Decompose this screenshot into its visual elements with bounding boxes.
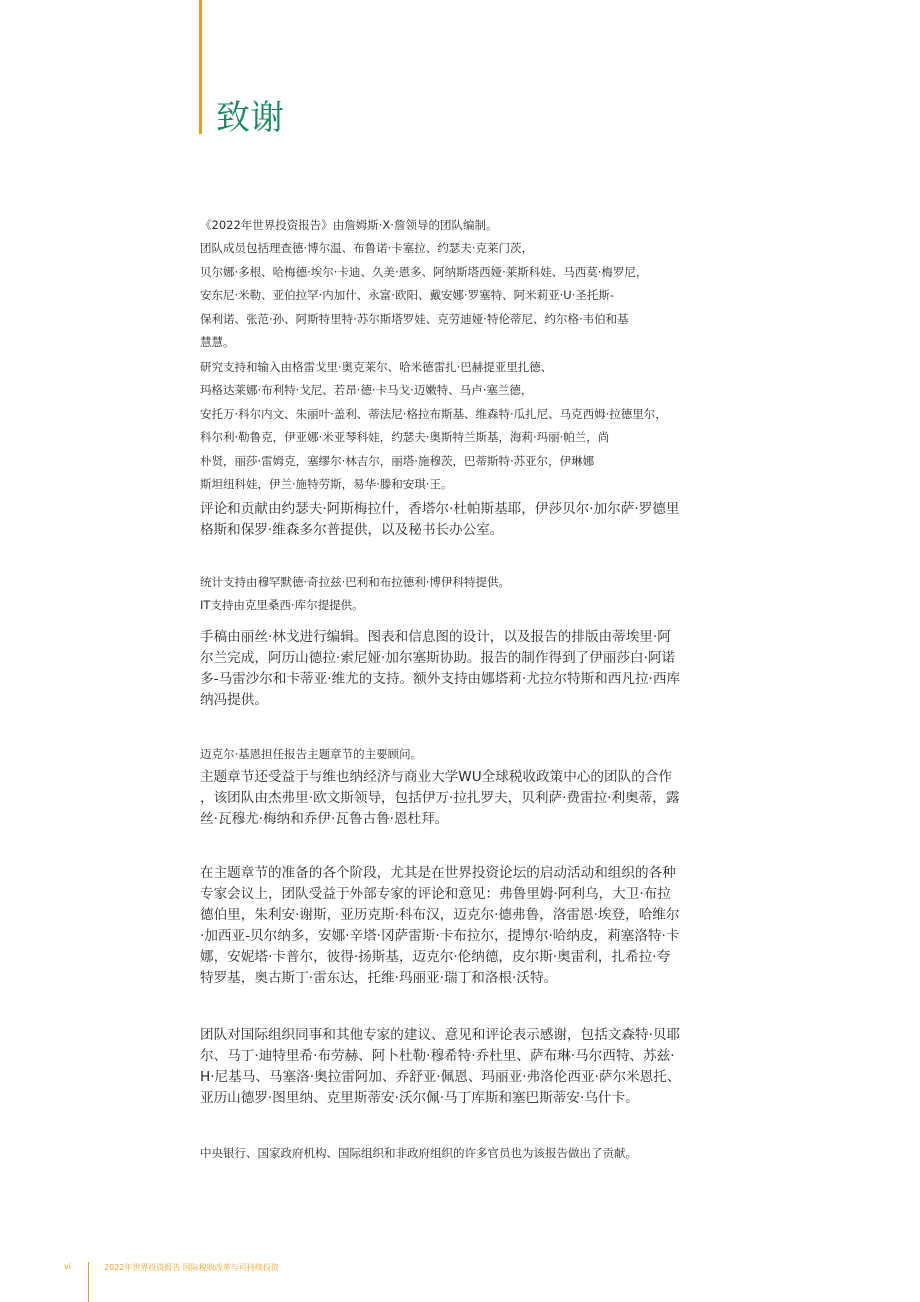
text-line: 统计支持由穆罕默德·奇拉兹·巴利和布拉德利·博伊科特提供。: [200, 575, 510, 589]
text-line: 中央银行、国家政府机构、国际组织和非政府组织的许多官员也为该报告做出了贡献。: [200, 1146, 637, 1160]
text-line: 尔兰完成，阿历山德拉·索尼娅·加尔塞斯协助。报告的制作得到了伊丽莎白·阿诺: [200, 650, 676, 666]
text-line: H·尼基马、马塞洛·奥拉雷阿加、乔舒亚·佩恩、玛丽亚·弗洛伦西亚·萨尔米恩托、: [200, 1069, 681, 1085]
top-accent-rule: [199, 0, 202, 134]
paragraph-editing-design: [200, 627, 720, 711]
text-line: 慧慧。: [200, 335, 235, 350]
text-line: 娜，安妮塔·卡普尔，彼得·扬斯基，迈克尔·伦纳德，皮尔斯·奥雷利，扎希拉·夸: [200, 949, 671, 965]
text-line: 特罗基，奥古斯丁·雷东达，托维·玛丽亚·瑞丁和洛根·沃特。: [200, 970, 558, 986]
text-line: 格斯和保罗·维森多尔普提供，以及秘书长办公室。: [200, 522, 504, 538]
text-line: 玛格达莱娜·布利特·戈尼、若昂·德·卡马戈·迈嫩特、马卢·塞兰德，: [200, 383, 533, 398]
page-title: 致谢: [216, 98, 284, 138]
paragraph-international-colleagues: [200, 1025, 720, 1109]
paragraph-comments: [200, 499, 720, 541]
text-line: 贝尔娜·多根、哈梅德·埃尔·卡迪、久美·恩多、阿纳斯塔西娅·莱斯科娃、马西莫·梅罗尼，: [200, 264, 648, 279]
text-line: 专家会议上，团队受益于外部专家的评论和意见：弗鲁里姆·阿利乌，大卫·布拉: [200, 886, 671, 902]
paragraph-adviser: [200, 743, 720, 766]
text-line: 德伯里，朱利安·谢斯，亚历克斯·科布汉，迈克尔·德弗鲁，洛雷恩·埃登，哈维尔: [200, 907, 680, 923]
text-line: 《2022年世界投资报告》由詹姆斯·X·詹领导的团队编制。: [200, 218, 498, 232]
text-line: 安东尼·米勒、亚伯拉罕·内加什、永富·欧阳、戴安娜·罗塞特、阿米莉亚·U·圣托斯-: [200, 288, 614, 303]
text-line: 主题章节还受益于与维也纳经济与商业大学WU全球税收政策中心的团队的合作: [200, 769, 672, 785]
text-line: 团队对国际组织同事和其他专家的建议、意见和评论表示感谢，包括文森特·贝耶: [200, 1027, 681, 1043]
text-line: IT支持由克里桑西·库尔提提供。: [200, 598, 364, 613]
text-line: 尔、马丁·迪特里希·布劳赫、阿卜杜勒·穆希特·乔杜里、萨布琳·马尔西特、苏兹·: [200, 1048, 675, 1064]
text-line: 亚历山德罗·图里纳、克里斯蒂安·沃尔佩·马丁库斯和塞巴斯蒂安·乌什卡。: [200, 1090, 639, 1106]
text-line: 评论和贡献由约瑟夫·阿斯梅拉什，香塔尔·杜帕斯基耶，伊莎贝尔·加尔萨·罗德里: [200, 501, 680, 517]
running-title: 2022年世界投资报告 国际税收改革与可持续投资: [104, 1263, 279, 1272]
text-line: 在主题章节的准备的各个阶段，尤其是在世界投资论坛的启动活动和组织的各种: [200, 865, 676, 881]
text-line: 丝·瓦穆尤·梅纳和乔伊·瓦鲁古鲁·恩杜拜。: [200, 811, 449, 827]
paragraph-external-experts: [200, 863, 720, 989]
paragraph-officials: [200, 1142, 720, 1165]
paragraph-wu-collaboration: [200, 767, 720, 830]
footer-rule: [88, 1262, 89, 1302]
paragraph-team: [200, 214, 720, 354]
text-line: 安托万·科尔内文、朱丽叶·盖利、蒂法尼·格拉布斯基、维森特·瓜扎尼、马克西姆·拉德里尔，: [200, 406, 667, 421]
text-line: ，该团队由杰弗里·欧文斯领导，包括伊万·拉扎罗夫，贝利萨·费雷拉·利奥蒂，露: [200, 790, 680, 806]
text-line: 迈克尔·基恩担任报告主题章节的主要顾问。: [200, 747, 423, 761]
text-line: 科尔利·勒鲁克，伊亚娜·米亚琴科娃，约瑟夫·奥斯特兰斯基，海莉·玛丽·帕兰，尚: [200, 430, 610, 445]
page-number: vi: [64, 1262, 71, 1271]
text-line: 手稿由丽丝·林戈进行编辑。图表和信息图的设计，以及报告的排版由蒂埃里·阿: [200, 629, 671, 645]
text-line: 纳冯提供。: [200, 692, 268, 708]
text-line: 保利诺、张范·孙、阿斯特里特·苏尔斯塔罗娃、克劳迪娅·特伦蒂尼、约尔格·韦伯和基: [200, 311, 629, 326]
text-line: 研究支持和输入由格雷戈里·奥克莱尔、哈米德雷扎·巴赫提亚里扎德、: [200, 360, 553, 374]
text-line: 多-马雷沙尔和卡蒂亚·维尤的支持。额外支持由娜塔莉·尤拉尔特斯和西凡拉·西库: [200, 671, 681, 687]
text-line: 团队成员包括理查德·博尔温、布鲁诺·卡塞拉、约瑟夫·克莱门茨，: [200, 241, 533, 256]
text-line: 朴贤，丽莎·雷姆克，塞缪尔·林吉尔，丽塔·施穆茨，巴蒂斯特·苏亚尔，伊琳娜: [200, 453, 595, 468]
text-line: 斯坦纽科娃，伊兰·施特劳斯，易华·滕和安琪·王。: [200, 477, 453, 492]
text-line: ·加西亚-贝尔纳多，安娜·辛塔·冈萨雷斯·卡布拉尔，提博尔·哈纳皮，莉塞洛特·卡: [200, 928, 680, 944]
paragraph-research-support: [200, 356, 720, 496]
paragraph-statistics-it: [200, 571, 720, 618]
